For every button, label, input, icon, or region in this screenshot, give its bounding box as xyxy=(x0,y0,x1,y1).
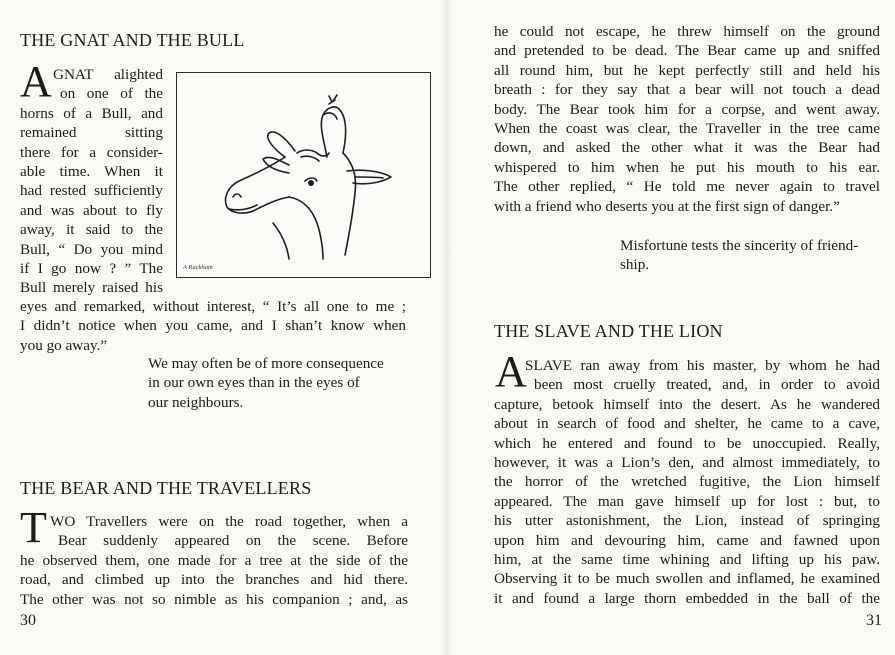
text-line: with a friend who deserts you at the first sign of danger.” xyxy=(494,197,840,215)
text-line: if I go now ? ” The xyxy=(20,260,163,278)
text-line: body. The Bear took him for a corpse, and went away. xyxy=(494,100,880,118)
text-line: and pretended to be dead. The Bear came up and sniffed xyxy=(494,42,880,60)
text-line: had rested sufficiently xyxy=(20,182,163,200)
text-line: on one of the xyxy=(60,85,163,103)
text-line: remained sitting xyxy=(20,124,163,142)
text-line: capture, betook himself into the desert. As he wandered xyxy=(494,395,880,413)
bear-story-text xyxy=(20,512,408,609)
text-line: however, it was a Lion’s den, and almost immediately, to xyxy=(494,454,880,472)
text-line: away, it said to the xyxy=(20,221,163,239)
text-line: about in search of food and shelter, he came to a cave, xyxy=(494,415,880,433)
text-line: road, and climbed up into the branches and hid there. xyxy=(20,571,408,589)
text-line: he could not escape, he threw himself on the ground xyxy=(494,23,880,40)
text-line: Bear suddenly appeared on the scene. Before xyxy=(58,532,408,550)
bear-story-title: THE BEAR AND THE TRAVELLERS xyxy=(20,478,312,498)
page-number-right: 31 xyxy=(866,612,882,629)
text-line: Bull merely raised his xyxy=(20,279,163,297)
text-line: you go away.” xyxy=(20,336,108,354)
bear-moral xyxy=(620,236,880,275)
moral-line: ship. xyxy=(620,256,650,274)
bull-drawing xyxy=(177,73,430,277)
text-line: his utter astonishment, the Lion, instead of springing xyxy=(494,512,880,530)
text-line: he observed them, one made for a tree at the side of the xyxy=(20,551,408,569)
text-line: When the coast was clear, the Traveller in the tree came xyxy=(494,120,880,138)
text-line: Bull, “ Do you mind xyxy=(20,240,163,258)
moral-line: Misfortune tests the sincerity of friend- xyxy=(620,237,859,254)
text-line: the horror of the wretched fugitive, the Lion himself xyxy=(494,473,880,491)
moral-line: We may often be of more consequence xyxy=(148,355,384,372)
text-line: and was about to fly xyxy=(20,201,163,219)
bull-illustration xyxy=(176,72,431,278)
bear-story-continued-text xyxy=(494,22,880,216)
bear-dropcap: T xyxy=(20,503,47,552)
text-line: whispered to him when he put his mouth to his ear. xyxy=(494,158,880,176)
text-line: appeared. The man gave himself up for lost : but, to xyxy=(494,492,880,510)
moral-line: in our own eyes than in the eyes of xyxy=(148,374,360,392)
text-line: able time. When it xyxy=(20,163,163,181)
text-line: upon him and devouring him, came and fawned upon xyxy=(494,531,880,549)
page-number-left: 30 xyxy=(20,612,36,629)
gnat-moral xyxy=(148,354,408,412)
moral-line: our neighbours. xyxy=(148,393,244,411)
slave-story-title: THE SLAVE AND THE LION xyxy=(494,321,723,341)
text-line: SLAVE ran away from his master, by whom he had xyxy=(525,357,880,374)
text-line: it and found a large thorn embedded in the ball of the xyxy=(494,589,880,607)
text-line: I didn’t notice when you came, and I shan’t know when xyxy=(20,317,406,335)
gnat-story-narrow-text xyxy=(20,65,163,298)
text-line: breath : for they say that a bear will not touch a dead xyxy=(494,81,880,99)
text-line: which he entered and found to be unoccupied. Really, xyxy=(494,434,880,452)
slave-dropcap: A xyxy=(495,347,527,396)
gnat-dropcap: A xyxy=(20,57,52,106)
text-line: eyes and remarked, without interest, “ It’s all one to me ; xyxy=(20,298,406,315)
text-line: GNAT alighted xyxy=(53,66,163,83)
gnat-story-wide-text xyxy=(20,297,406,355)
text-line: horns of a Bull, and xyxy=(20,104,163,122)
text-line: WO Travellers were on the road together, when a xyxy=(50,513,408,530)
gnat-story-title: THE GNAT AND THE BULL xyxy=(20,30,245,50)
text-line: all round him, but he kept perfectly still and held his xyxy=(494,61,880,79)
text-line: The other replied, “ He told me never again to travel xyxy=(494,178,880,196)
text-line: down, and asked the other what it was the Bear had xyxy=(494,139,880,157)
illustration-signature: A Rackham xyxy=(183,264,213,271)
text-line: him, at the same time whining and lifting up his paw. xyxy=(494,551,880,569)
text-line: there for a consider- xyxy=(20,143,163,161)
text-line: Observing it to be much swollen and inflamed, he examined xyxy=(494,570,880,588)
text-line: been most cruelly treated, and, in order to avoid xyxy=(534,376,880,394)
right-page xyxy=(448,0,895,655)
slave-story-text xyxy=(494,356,880,608)
text-line: The other was not so nimble as his companion ; and, as xyxy=(20,590,408,608)
